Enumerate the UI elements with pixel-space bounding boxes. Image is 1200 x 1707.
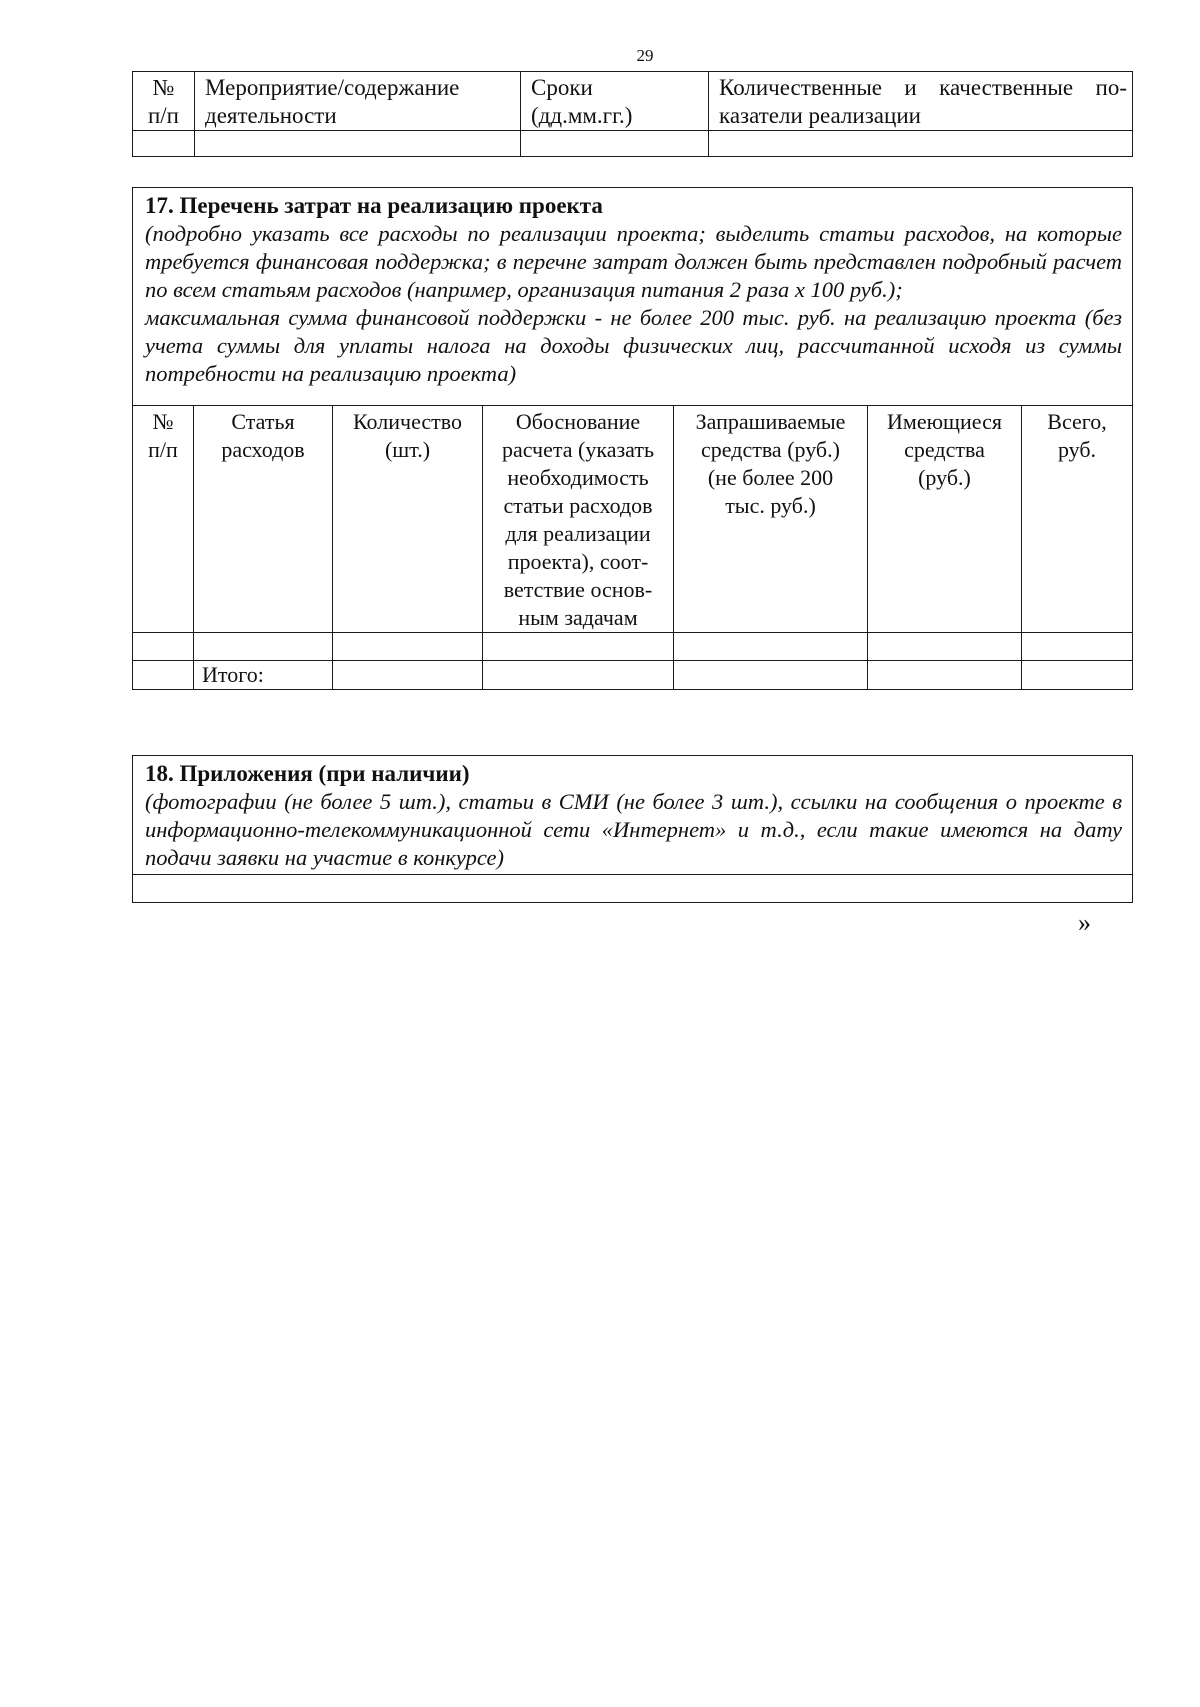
col-requested [674,406,868,633]
costs-header-row [133,406,1133,633]
col-line: Имеющиеся [887,409,1002,434]
header-line: деятельности [205,103,337,128]
total-qty-cell[interactable] [333,661,483,690]
total-sum-cell[interactable] [1022,661,1133,690]
section18-note: (фотографии (не более 5 шт.), статьи в СМИ (не более 3 шт.), ссылки на сообщения о проекте в информационно-телекоммуникационной сети «Интернет» и т.д., если такие имеются на дату подачи заявки на участие в конкурсе) [145,789,1122,870]
activities-header-row [133,72,1133,131]
section17-note-part1: (подробно указать все расходы по реализации проекта; выделить статьи расходов, на которые требуется финансовая поддержка; в перечне затрат должен быть представлен подробный расчет по всем статьям расходов (например, организация питания 2 раза х 100 руб.); [145,221,1123,302]
col-line: (шт.) [384,437,431,462]
section17-heading-row [133,188,1133,406]
attachments-table [132,755,1133,903]
header-line: (дд.мм.гг.) [531,103,633,128]
total-justification-cell[interactable] [483,661,674,690]
empty-cell[interactable] [133,633,194,661]
col-line: (не более 200 [707,465,834,490]
section17-note-part2: максимальная сумма финансовой поддержки - не более 200 тыс. руб. на реализацию проекта (без учета суммы для уплаты налога на доходы физических лиц, рассчитанной исходя из суммы потребности на реализацию проекта) [145,305,1123,386]
col-item [194,406,333,633]
header-line: Сроки [531,75,593,100]
section17-note [145,220,1122,388]
costs-empty-row [133,633,1133,661]
section17-title: 17. Перечень затрат на реализацию проекта [145,193,603,218]
activities-table [132,71,1133,157]
section17-heading-cell [133,188,1133,406]
col-line: Обоснование [515,409,641,434]
col-line: проекта), соот- [507,549,649,574]
col-line: Статья [231,409,295,434]
empty-cell[interactable] [133,875,1133,903]
total-requested-cell[interactable] [674,661,868,690]
costs-table [132,187,1133,690]
col-line: статьи расходов [503,493,653,518]
col-line: Всего, [1047,409,1107,434]
col-justification [483,406,674,633]
col-line: для реализации [505,521,651,546]
col-line: ным задачам [518,605,638,630]
empty-cell[interactable] [133,131,195,157]
total-label: Итого: [194,661,333,690]
header-line: казатели реализации [719,103,921,128]
col-total [1022,406,1133,633]
header-line: п/п [147,103,179,128]
col-available [868,406,1022,633]
header-dates [521,72,709,131]
col-line: № [152,409,174,434]
page-number: 29 [636,46,654,65]
col-line: руб. [1057,437,1097,462]
header-no [133,72,195,131]
col-line: п/п [148,437,178,462]
attachments-empty-row [133,875,1133,903]
closing-quote-mark: » [1078,908,1091,937]
total-available-cell[interactable] [868,661,1022,690]
empty-cell[interactable] [674,633,868,661]
col-line: необходимость [507,465,649,490]
activities-empty-row [133,131,1133,157]
empty-cell[interactable] [709,131,1133,157]
section18-title: 18. Приложения (при наличии) [145,761,470,786]
header-indicators [709,72,1133,131]
col-line: ветствие основ- [503,577,653,602]
col-line: Запрашиваемые [695,409,846,434]
empty-cell[interactable] [333,633,483,661]
empty-cell[interactable] [194,633,333,661]
header-line: Количественные и качественные по- [719,75,1127,100]
header-activity [195,72,521,131]
empty-cell[interactable] [1022,633,1133,661]
header-line: Мероприятие/содержание [205,75,460,100]
col-line: средства [904,437,985,462]
empty-cell[interactable] [483,633,674,661]
empty-cell[interactable] [868,633,1022,661]
section18-heading-row [133,756,1133,875]
section18-heading-cell [133,756,1133,875]
header-line: № [152,75,175,100]
col-line: тыс. руб.) [725,493,816,518]
col-no [133,406,194,633]
col-line: Количество [352,409,463,434]
col-qty [333,406,483,633]
empty-cell[interactable] [195,131,521,157]
col-line: расчета (указать [501,437,655,462]
empty-cell[interactable] [133,661,194,690]
costs-total-row [133,661,1133,690]
col-line: средства (руб.) [701,437,840,462]
col-line: (руб.) [918,465,971,490]
col-line: расходов [221,437,305,462]
empty-cell[interactable] [521,131,709,157]
